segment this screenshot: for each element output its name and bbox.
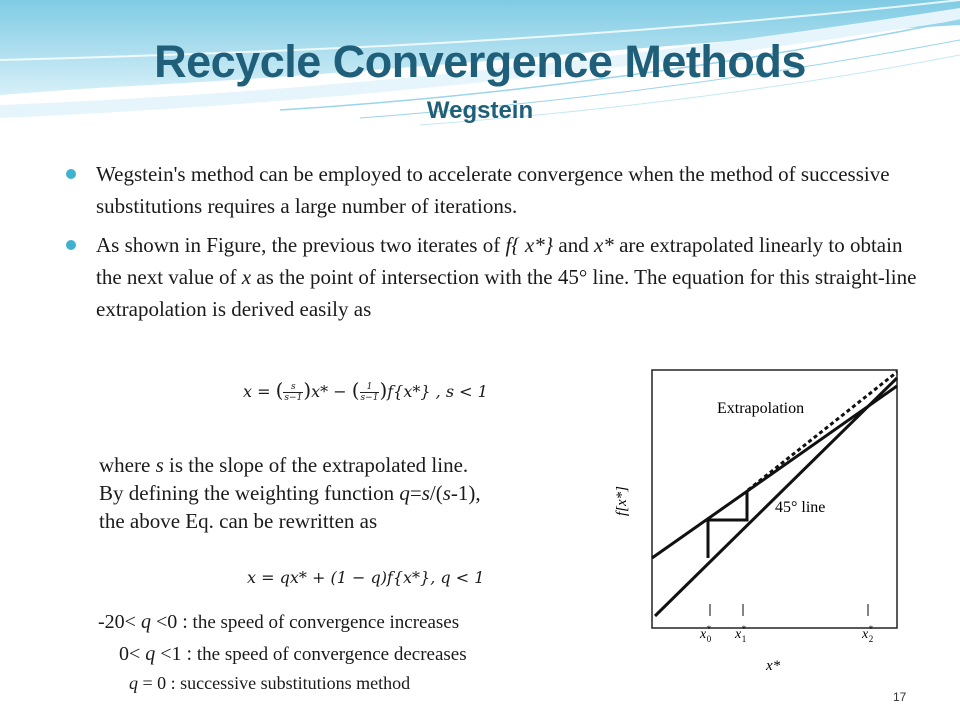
wegstein-figure bbox=[600, 358, 920, 688]
equation-weighting: x = qx* + (1 − q)f{x*}, q < 1 bbox=[247, 568, 485, 587]
y-axis-label: f[x*] bbox=[614, 486, 630, 516]
slide-title: Recycle Convergence Methods bbox=[154, 36, 806, 87]
bullet-extrapolation: As shown in Figure, the previous two iterates of f{ x*} and x* are extrapolated linearly to obtain the next value of x as the point of intersection with the 45° line. The equation for this straight-line extrapolation is derived easily as bbox=[96, 233, 917, 321]
tick-label-x0: x* 0 bbox=[700, 624, 712, 644]
x-axis-label: x* bbox=[766, 658, 781, 674]
bullet-wegstein-intro: Wegstein's method can be employed to accelerate convergence when the method of successive substitutions requires a large number of iterations. bbox=[96, 162, 890, 218]
note-q-positive: 0< q <1 : the speed of convergence decreases bbox=[119, 643, 467, 665]
x-axis-ticks bbox=[710, 604, 868, 616]
slide-subtitle: Wegstein bbox=[426, 97, 534, 124]
extrapolation-label: Extrapolation bbox=[717, 400, 805, 417]
slide-number: 17 bbox=[893, 690, 907, 704]
equation-wegstein: x = ( $\frac{s}{s-1}$ )x* − ( $\frac{1}{s-1}$ )f{x*} , s < 1 bbox=[243, 378, 488, 403]
extrapolation-line bbox=[748, 372, 897, 490]
weighting-function-paragraph: where s is the slope of the extrapolated line. By defining the weighting function q=s/(s-1), the above Eq. can be rewritten as bbox=[99, 453, 481, 533]
tick-label-x1: x* 1 bbox=[735, 624, 747, 644]
bullet-dot bbox=[66, 169, 76, 179]
iteration-steps bbox=[708, 491, 747, 558]
tick-label-x2: x* 2 bbox=[862, 624, 874, 644]
note-q-zero: q = 0 : successive substitutions method bbox=[129, 673, 411, 693]
line-45-label: 45° line bbox=[775, 499, 826, 516]
bullet-dot bbox=[66, 240, 76, 250]
note-q-negative: -20< q <0 : the speed of convergence increases bbox=[98, 611, 460, 633]
